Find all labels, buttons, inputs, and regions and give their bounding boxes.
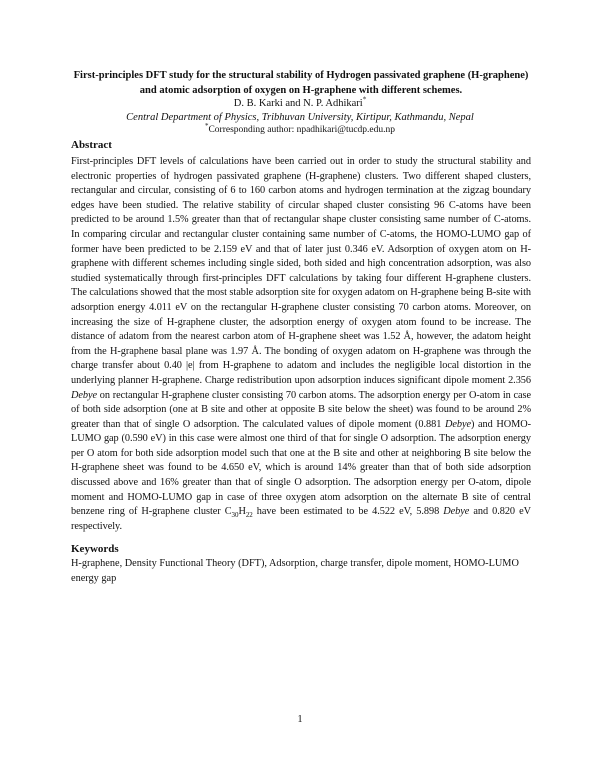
page-number: 1 xyxy=(297,714,303,725)
formula-h-subscript: 22 xyxy=(245,511,253,520)
formula-h-symbol: H xyxy=(238,506,246,518)
affiliation: Central Department of Physics, Tribhuvan University, Kirtipur, Kathmandu, Nepal xyxy=(126,112,474,123)
corresponding-author xyxy=(0,121,600,137)
abstract-body xyxy=(71,155,531,534)
corresponding-mark: * xyxy=(204,121,209,130)
paper-title: First-principles DFT study for the structural stability of Hydrogen passivated graphene (H-graphene) and atomic adsorption of oxygen on H-graphene with different schemes. xyxy=(73,70,529,96)
abstract-debye-3: Debye xyxy=(443,506,470,518)
keywords-list: H-graphene, Density Functional Theory (DFT), Adsorption, charge transfer, dipole moment, HOMO-LUMO energy gap xyxy=(71,558,519,584)
abstract-debye-1: Debye xyxy=(71,389,98,401)
abstract-text-2: on rectangular H-graphene cluster consisting 70 carbon atoms. The adsorption energy per O-atom in case of both side adsorption (one at B site and other at opposite B site below the sheet) was found to be around 2% greater than that of single O adsorption. The calculated values of dipole moment (0.881 xyxy=(71,389,531,430)
abstract-text-1: First-principles DFT levels of calculations have been carried out in order to study the structural stability and electronic properties of hydrogen passivated graphene (H-graphene) clusters. Two different shaped clusters, rectangular and circular, consisting of 6 to 160 carbon atoms and hydrogen termination at the zigzag boundary edges have been studied. The relative stability of circular shaped cluster consisting 96 C-atoms have been predicted to be around 1.5% greater than that of rectangular shape cluster consisting same number of C-atoms. In comparing circular and rectangular cluster containing same number of C-atoms, the HOMO-LUMO gap of former have been predicted to be 2.159 eV and that of later just 0.346 eV. Adsorption of oxygen atom on H-graphene with different schemes including single sided, both sided and high concentration adsorption, was also studied systematically through first-principles DFT calculations by taking four different H-graphene clusters. The calculations showed that the most stable adsorption site for oxygen adatom on H-graphene being B-site with adsorption energy 4.011 eV on the rectangular H-graphene cluster consisting 70 carbon atoms. Moreover, on increasing the size of H-graphene cluster, the adsorption energy of oxygen atom found to be increase. The distance of adatom from the nearest carbon atom of H-graphene sheet was 1.52 Å, however, the adatom height from the H-graphene basal plane was 1.97 Å. The bonding of oxygen adatom on H-graphene was through the charge transfer about 0.40 |e| from H-graphene to adatom and includes the negligible local distortion in the underlying planner H-graphene. Charge redistribution upon adsorption induces significant dipole moment 2.356 xyxy=(71,156,531,386)
keywords-heading: Keywords xyxy=(71,543,119,555)
corresponding-text: Corresponding author: npadhikari@tucdp.edu.np xyxy=(208,125,396,135)
author-line xyxy=(0,97,600,111)
abstract-text-4: have been estimated to be 4.522 eV, 5.898 xyxy=(252,506,444,518)
abstract-heading: Abstract xyxy=(71,139,112,151)
abstract-text-3: ) and HOMO-LUMO gap (0.590 eV) in this case were almost one third of that for single O adsorption. The adsorption energy per O atom for both side adsorption model such that one at the B site and other at neighboring B site below the H-graphene sheet was found to be 4.650 eV, which is around 14% greater than that of both side adsorption discussed above and 16% greater than that of single O adsorption. The adsorption energy per O-atom, dipole moment and HOMO-LUMO gap in case of three oxygen atom adsorption on the alternate B site of central benzene ring of H-graphene cluster C xyxy=(71,418,531,518)
author-mark: * xyxy=(362,95,367,104)
author-names: D. B. Karki and N. P. Adhikari xyxy=(233,98,363,109)
formula-c-subscript: 30 xyxy=(231,511,239,520)
abstract-debye-2: Debye xyxy=(444,418,471,430)
abstract-text-5: and 0.820 eV respectively. xyxy=(71,506,531,532)
